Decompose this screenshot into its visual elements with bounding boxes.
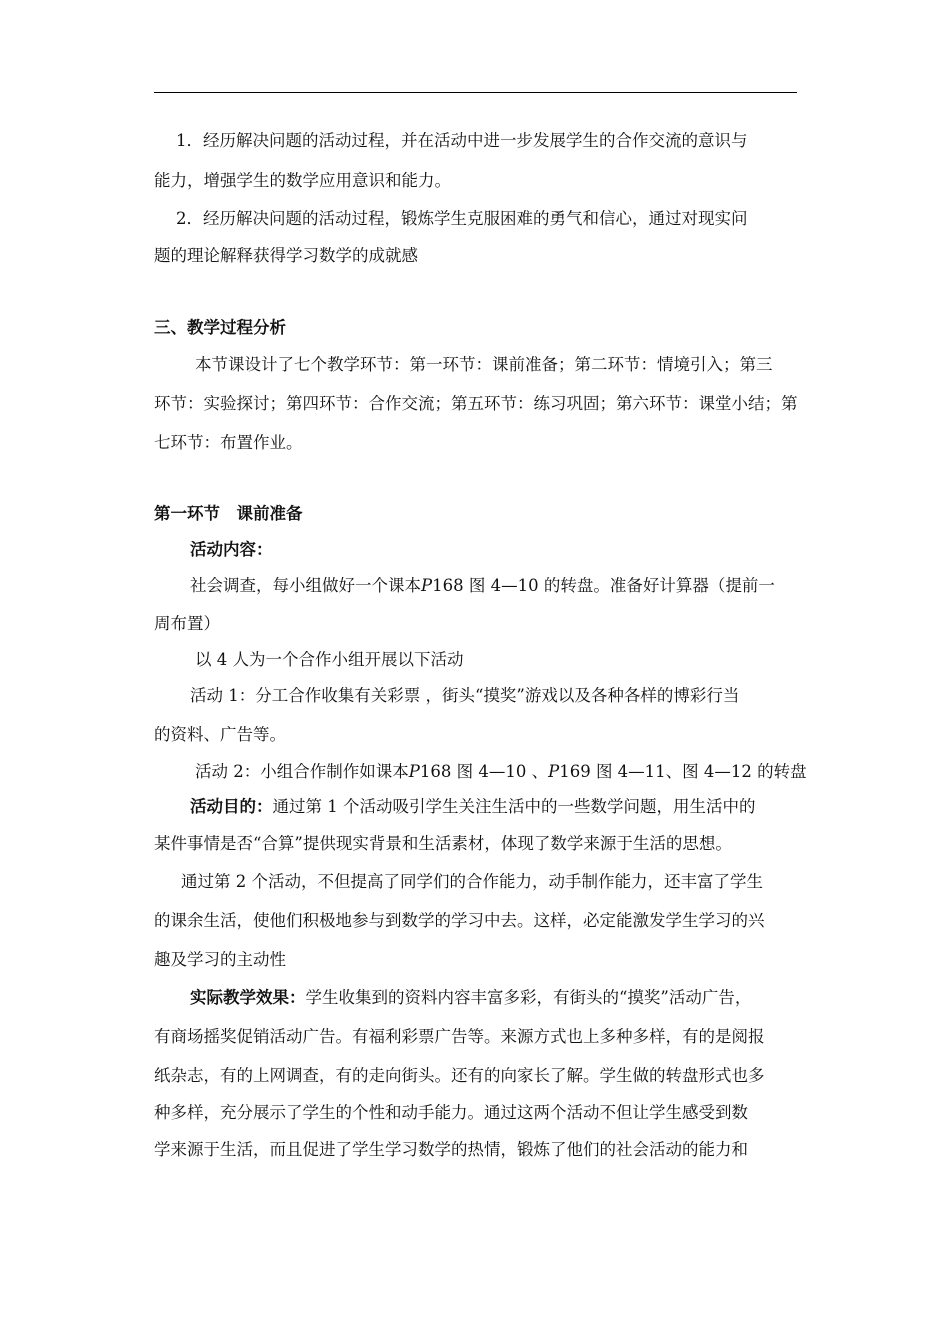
paragraph-line: [190, 988, 840, 1008]
paragraph-line: 周布置）: [154, 614, 220, 633]
text-run: 169 图 4—11、图 4—12 的转盘: [559, 762, 807, 781]
paragraph-line: 能力，增强学生的数学应用意识和能力。: [154, 171, 451, 190]
text-run: 168 图 4—10 、: [419, 762, 549, 781]
paragraph-line: [190, 576, 840, 596]
page-ref: P: [408, 762, 420, 781]
paragraph-line: 2．经历解决问题的活动过程，锻炼学生克服困难的勇气和信心，通过对现实问: [176, 209, 748, 228]
teaching-effect-label: 实际教学效果：: [190, 988, 306, 1007]
paragraph-line: 以 4 人为一个合作小组开展以下活动: [195, 650, 464, 669]
paragraph-line: 种多样，充分展示了学生的个性和动手能力。通过这两个活动不但让学生感受到数: [154, 1103, 748, 1122]
paragraph-line: 本节课设计了七个教学环节：第一环节：课前准备；第二环节：情境引入；第三: [195, 355, 773, 374]
text-run: 学生收集到的资料内容丰富多彩，有街头的“摸奖”活动广告，: [305, 988, 752, 1007]
paragraph-line: 的课余生活，使他们积极地参与到数学的学习中去。这样，必定能激发学生学习的兴: [154, 911, 765, 930]
subsection-heading: 第一环节 课前准备: [154, 504, 303, 523]
paragraph-line: 环节：实验探讨；第四环节：合作交流；第五环节：练习巩固；第六环节：课堂小结；第: [154, 394, 798, 413]
paragraph-line: 活动 1：分工合作收集有关彩票 ，街头“摸奖”游戏以及各种各样的博彩行当: [190, 686, 740, 705]
text-run: 168 图 4—10 的转盘。准备好计算器（提前一: [432, 576, 775, 595]
section-heading: 三、教学过程分析: [154, 318, 286, 337]
text-run: 社会调查，每小组做好一个课本: [190, 576, 421, 595]
activity-goal-label: 活动目的：: [190, 797, 273, 816]
page-ref: P: [421, 576, 433, 595]
paragraph-line: 通过第 2 个活动，不但提高了同学们的合作能力，动手制作能力，还丰富了学生: [181, 872, 763, 891]
text-run: 活动 2：小组合作制作如课本: [195, 762, 409, 781]
header-rule: [154, 92, 797, 93]
paragraph-line: 1．经历解决问题的活动过程，并在活动中进一步发展学生的合作交流的意识与: [176, 131, 748, 150]
paragraph-line: 纸杂志，有的上网调查，有的走向街头。还有的向家长了解。学生做的转盘形式也多: [154, 1066, 765, 1085]
page-ref: P: [548, 762, 560, 781]
paragraph-line: [190, 797, 840, 817]
paragraph-line: 有商场摇奖促销活动广告。有福利彩票广告等。来源方式也上多种多样，有的是阅报: [154, 1027, 765, 1046]
activity-content-label: 活动内容：: [190, 540, 273, 559]
paragraph-line: 学来源于生活，而且促进了学生学习数学的热情，锻炼了他们的社会活动的能力和: [154, 1140, 748, 1159]
paragraph-line: 的资料、广告等。: [154, 725, 286, 744]
paragraph-line: [195, 762, 845, 782]
paragraph-line: 题的理论解释获得学习数学的成就感: [154, 246, 418, 265]
paragraph-line: 趣及学习的主动性: [154, 950, 286, 969]
paragraph-line: 某件事情是否“合算”提供现实背景和生活素材，体现了数学来源于生活的思想。: [154, 834, 732, 853]
text-run: 通过第 1 个活动吸引学生关注生活中的一些数学问题，用生活中的: [272, 797, 756, 816]
paragraph-line: 七环节：布置作业。: [154, 433, 303, 452]
